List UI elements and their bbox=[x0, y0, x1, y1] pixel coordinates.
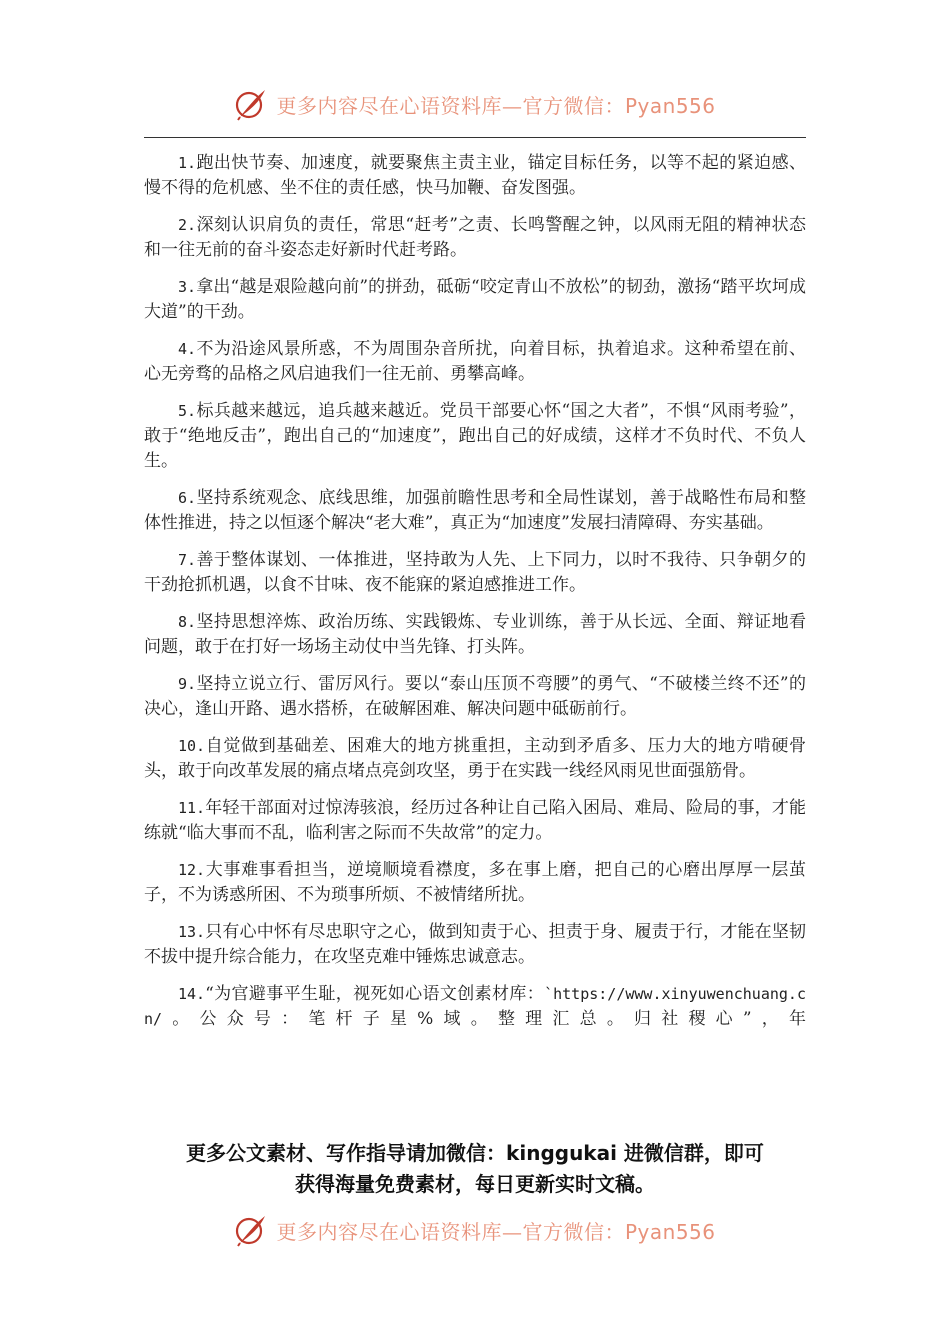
footer-banner-cn: 更多内容尽在心语资料库—官方微信： bbox=[276, 1219, 625, 1244]
paragraph-number: 12. bbox=[178, 861, 206, 879]
paragraph-14 bbox=[144, 982, 806, 1032]
paragraph-text: 跑出快节奏、加速度，就要聚焦主责主业，锚定目标任务，以等不起的紧迫感、慢不得的危机感、坐不住的责任感，快马加鞭、奋发图强。 bbox=[144, 153, 806, 198]
paragraph-number: 6. bbox=[178, 489, 197, 507]
header-banner-inner bbox=[234, 87, 715, 121]
paragraph-8 bbox=[144, 610, 806, 660]
paragraph-7 bbox=[144, 548, 806, 598]
footer-banner-wechat-id: Pyan556 bbox=[624, 1219, 716, 1244]
paragraph-2 bbox=[144, 213, 806, 263]
header-banner-cn: 更多内容尽在心语资料库—官方微信： bbox=[276, 93, 625, 118]
quill-pen-logo-icon bbox=[234, 87, 268, 121]
quill-pen-logo-icon bbox=[234, 1213, 268, 1247]
paragraph-text: 自觉做到基础差、困难大的地方挑重担，主动到矛盾多、压力大的地方啃硬骨头，敢于向改革发展的痛点堵点亮剑攻坚，勇于在实践一线经风雨见世面强筋骨。 bbox=[144, 736, 806, 781]
promo-notice bbox=[120, 1138, 830, 1200]
paragraph-number: 5. bbox=[178, 402, 197, 420]
paragraph-text: 深刻认识肩负的责任，常思“赶考”之责、长鸣警醒之钟，以风雨无阻的精神状态和一往无前的奋斗姿态走好新时代赶考路。 bbox=[144, 215, 806, 260]
paragraph-4 bbox=[144, 337, 806, 387]
paragraph-text-tail: 。公众号：笔杆子星%域。整理汇总。归社稷心”，年 bbox=[162, 1009, 806, 1029]
paragraph-number: 1. bbox=[178, 154, 197, 172]
paragraph-3 bbox=[144, 275, 806, 325]
paragraph-number: 7. bbox=[178, 551, 197, 569]
paragraph-10 bbox=[144, 734, 806, 784]
promo-line-1: 更多公文素材、写作指导请加微信：kinggukai 进微信群，即可 bbox=[186, 1141, 764, 1165]
paragraph-text: 善于整体谋划、一体推进，坚持敢为人先、上下同力，以时不我待、只争朝夕的干劲抢抓机遇，以食不甘味、夜不能寐的紧迫感推进工作。 bbox=[144, 550, 806, 595]
paragraph-11 bbox=[144, 796, 806, 846]
paragraph-9 bbox=[144, 672, 806, 722]
paragraph-text: 坚持立说立行、雷厉风行。要以“泰山压顶不弯腰”的勇气、“不破楼兰终不还”的决心，逢山开路、遇水搭桥，在破解困难、解决问题中砥砺前行。 bbox=[144, 674, 806, 719]
paragraph-number: 13. bbox=[178, 923, 206, 941]
document-body bbox=[144, 151, 806, 1032]
paragraph-text: 只有心中怀有尽忠职守之心，做到知责于心、担责于身、履责于行，才能在坚韧不拔中提升综合能力，在攻坚克难中锤炼忠诚意志。 bbox=[144, 922, 806, 967]
header-banner-text bbox=[276, 90, 715, 119]
header-banner-wechat-id: Pyan556 bbox=[624, 93, 716, 118]
paragraph-number: 9. bbox=[178, 675, 197, 693]
paragraph-number: 11. bbox=[178, 799, 206, 817]
paragraph-5 bbox=[144, 399, 806, 474]
paragraph-1 bbox=[144, 151, 806, 201]
paragraph-number: 14. bbox=[178, 985, 206, 1003]
paragraph-text: 大事难事看担当，逆境顺境看襟度，多在事上磨，把自己的心磨出厚厚一层茧子，不为诱惑所困、不为琐事所烦、不被情绪所扰。 bbox=[144, 860, 806, 905]
paragraph-text: 标兵越来越远，追兵越来越近。党员干部要心怀“国之大者”，不惧“风雨考验”，敢于“绝地反击”，跑出自己的“加速度”，跑出自己的好成绩，这样才不负时代、不负人生。 bbox=[144, 401, 806, 471]
paragraph-12 bbox=[144, 858, 806, 908]
paragraph-number: 8. bbox=[178, 613, 197, 631]
paragraph-number: 3. bbox=[178, 278, 197, 296]
paragraph-text: 不为沿途风景所惑，不为周围杂音所扰，向着目标，执着追求。这种希望在前、心无旁骛的品格之风启迪我们一往无前、勇攀高峰。 bbox=[144, 339, 806, 384]
footer-banner bbox=[0, 1208, 950, 1252]
source-url-text: `https://www.xinyuwenchuang.cn/ bbox=[144, 985, 806, 1028]
paragraph-text: 拿出“越是艰险越向前”的拼劲，砥砺“咬定青山不放松”的韧劲，激扬“踏平坎坷成大道”的干劲。 bbox=[144, 277, 806, 322]
paragraph-text: “为官避事平生耻，视死如心语文创素材库： bbox=[205, 984, 545, 1004]
promo-line-2: 获得海量免费素材，每日更新实时文稿。 bbox=[295, 1172, 655, 1196]
paragraph-text: 年轻干部面对过惊涛骇浪，经历过各种让自己陷入困局、难局、险局的事，才能练就“临大事而不乱，临利害之际而不失故常”的定力。 bbox=[144, 798, 806, 843]
paragraph-text: 坚持思想淬炼、政治历练、实践锻炼、专业训练，善于从长远、全面、辩证地看问题，敢于在打好一场场主动仗中当先锋、打头阵。 bbox=[144, 612, 806, 657]
footer-banner-text bbox=[276, 1216, 715, 1245]
paragraph-6 bbox=[144, 486, 806, 536]
header-banner bbox=[0, 82, 950, 126]
paragraph-13 bbox=[144, 920, 806, 970]
paragraph-text: 坚持系统观念、底线思维，加强前瞻性思考和全局性谋划，善于战略性布局和整体性推进，持之以恒逐个解决“老大难”，真正为“加速度”发展扫清障碍、夯实基础。 bbox=[144, 488, 806, 533]
footer-banner-inner bbox=[234, 1213, 715, 1247]
paragraph-number: 2. bbox=[178, 216, 197, 234]
paragraph-number: 4. bbox=[178, 340, 197, 358]
header-divider bbox=[144, 137, 806, 138]
paragraph-number: 10. bbox=[178, 737, 206, 755]
